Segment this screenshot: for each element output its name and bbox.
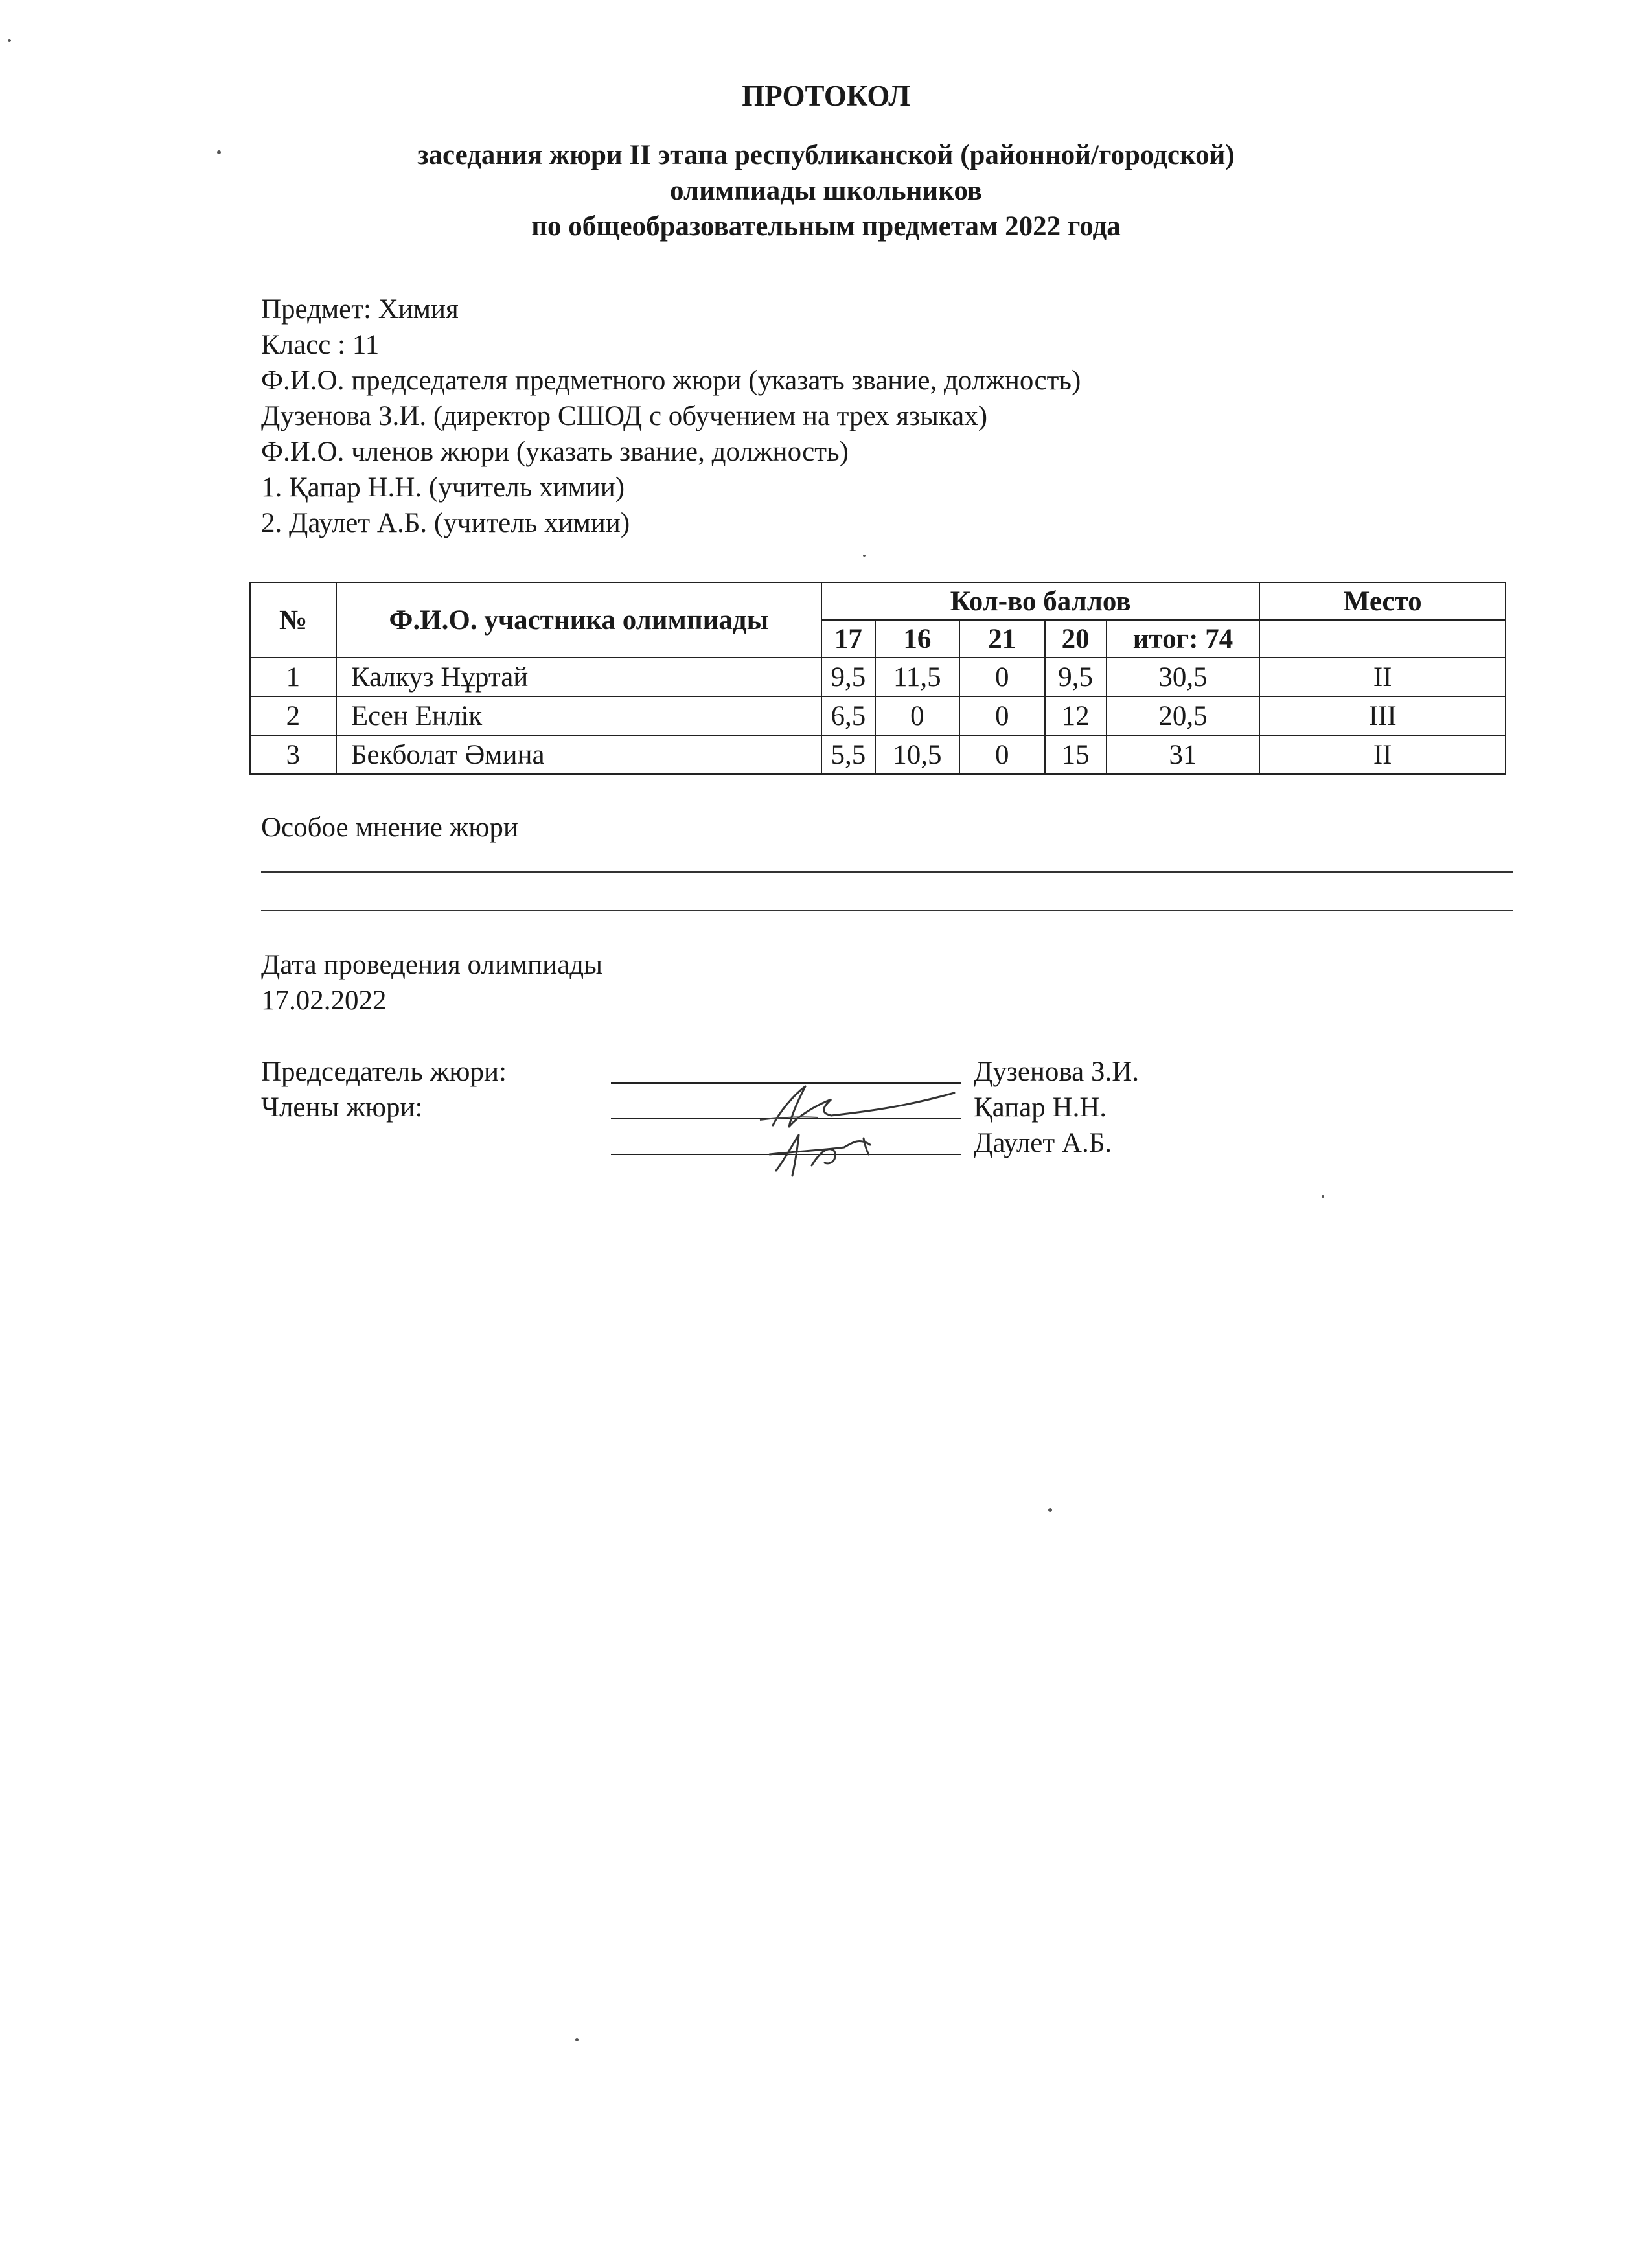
scan-speck [8, 39, 11, 42]
opinion-line [261, 910, 1513, 911]
score-cell: 15 [1045, 735, 1107, 774]
members-heading: Ф.И.О. членов жюри (указать звание, должность) [261, 437, 849, 467]
scan-speck [863, 555, 866, 557]
subject-line: Предмет: Химия [261, 294, 459, 325]
score-total: 30,5 [1107, 658, 1260, 696]
score-cell: 9,5 [821, 658, 875, 696]
score-cell: 12 [1045, 696, 1107, 735]
chair-label: Председатель жюри: [261, 1057, 507, 1087]
table-row [250, 696, 1506, 735]
opinion-line [261, 871, 1513, 873]
header-number: № [250, 582, 336, 658]
participant-name: Калкуз Нұртай [336, 658, 821, 696]
header-score-col: 16 [875, 620, 959, 658]
signature-scribble-2 [715, 1125, 948, 1184]
chair-heading: Ф.И.О. председателя предметного жюри (указать звание, должность) [261, 365, 1081, 396]
place-cell: II [1259, 735, 1506, 774]
member1-name: Қапар Н.Н. [974, 1092, 1107, 1123]
row-number: 3 [250, 735, 336, 774]
date-label: Дата проведения олимпиады [261, 950, 603, 980]
header-score-col: 21 [959, 620, 1045, 658]
header-score-col: 20 [1045, 620, 1107, 658]
chair-name: Дузенова З.И. [974, 1057, 1140, 1087]
date-block [261, 947, 602, 1018]
place-cell: II [1259, 658, 1506, 696]
score-cell: 0 [959, 696, 1045, 735]
header-score-total: итог: 74 [1107, 620, 1260, 658]
class-line: Класс : 11 [261, 330, 380, 360]
members-label: Члены жюри: [261, 1092, 423, 1123]
header-place: Место [1259, 582, 1506, 620]
signature-block [261, 1054, 1492, 1171]
participant-name: Есен Енлік [336, 696, 821, 735]
score-cell: 11,5 [875, 658, 959, 696]
score-cell: 6,5 [821, 696, 875, 735]
info-block [261, 292, 1081, 541]
opinion-label: Особое мнение жюри [261, 812, 518, 843]
score-cell: 0 [959, 735, 1045, 774]
score-total: 20,5 [1107, 696, 1260, 735]
row-number: 1 [250, 658, 336, 696]
participant-name: Бекболат Әмина [336, 735, 821, 774]
table-row [250, 735, 1506, 774]
scan-speck [1322, 1195, 1324, 1198]
score-total: 31 [1107, 735, 1260, 774]
score-cell: 9,5 [1045, 658, 1107, 696]
scan-speck [575, 2038, 579, 2041]
row-number: 2 [250, 696, 336, 735]
document-title: ПРОТОКОЛ [742, 80, 910, 112]
scan-speck [217, 150, 221, 154]
subtitle-line: олимпиады школьников [670, 176, 982, 206]
score-cell: 0 [875, 696, 959, 735]
header-scores: Кол-во баллов [821, 582, 1259, 620]
header-participant: Ф.И.О. участника олимпиады [336, 582, 821, 658]
subtitle-line: по общеобразовательным предметам 2022 года [531, 211, 1121, 242]
document-subtitle [0, 137, 1652, 244]
chair-line: Дузенова З.И. (директор СШОД с обучением на трех языках) [261, 401, 988, 431]
table-row [250, 658, 1506, 696]
score-cell: 10,5 [875, 735, 959, 774]
results-table [249, 582, 1506, 775]
score-cell: 5,5 [821, 735, 875, 774]
header-place-empty [1259, 620, 1506, 658]
scan-speck [1048, 1508, 1052, 1512]
member-line: 2. Даулет А.Б. (учитель химии) [261, 508, 630, 538]
member-line: 1. Қапар Н.Н. (учитель химии) [261, 472, 625, 503]
score-cell: 0 [959, 658, 1045, 696]
member2-name: Даулет А.Б. [974, 1128, 1112, 1158]
header-score-col: 17 [821, 620, 875, 658]
subtitle-line: заседания жюри II этапа республиканской (районной/городской) [417, 140, 1235, 170]
date-value: 17.02.2022 [261, 985, 387, 1016]
place-cell: III [1259, 696, 1506, 735]
